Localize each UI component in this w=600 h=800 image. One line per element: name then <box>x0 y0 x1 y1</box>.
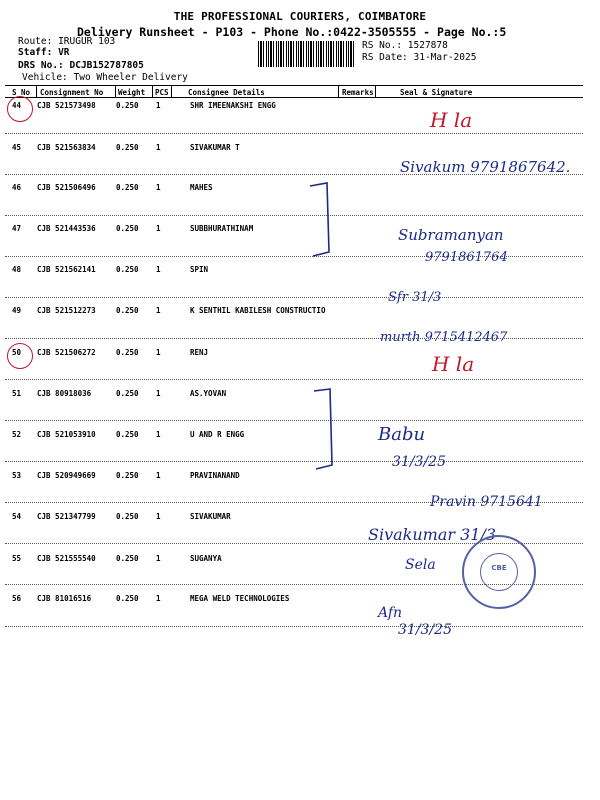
cell-sno: 56 <box>12 594 22 603</box>
row-separator <box>5 626 583 627</box>
cell-weight: 0.250 <box>116 554 139 563</box>
cell-pcs: 1 <box>156 389 161 398</box>
cell-consignee: SIVAKUMAR <box>190 512 231 521</box>
col-header-consignment: Consignment No <box>40 88 104 97</box>
drs-value: DCJB152787805 <box>69 60 144 71</box>
rs-no-label: RS No.: <box>362 40 403 51</box>
cell-weight: 0.250 <box>116 594 139 603</box>
bracket-mark <box>305 180 335 260</box>
col-divider <box>338 85 339 98</box>
cell-pcs: 1 <box>156 101 161 110</box>
cell-consignee: SUBBHURATHINAM <box>190 224 254 233</box>
cell-weight: 0.250 <box>116 512 139 521</box>
cell-consignment: CJB 81016516 <box>37 594 92 603</box>
cell-consignee: K SENTHIL KABILESH CONSTRUCTIO <box>190 306 326 315</box>
cell-pcs: 1 <box>156 265 161 274</box>
signature: Afn <box>378 605 403 621</box>
col-header-seal: Seal & Signature <box>400 88 473 97</box>
cell-sno: 54 <box>12 512 22 521</box>
cell-consignee: MEGA WELD TECHNOLOGIES <box>190 594 290 603</box>
signature: Babu <box>378 424 426 445</box>
cell-consignee: U AND R ENGG <box>190 430 245 439</box>
drs-line <box>18 60 144 71</box>
vehicle-value: Two Wheeler Delivery <box>73 72 188 83</box>
cell-pcs: 1 <box>156 348 161 357</box>
cell-pcs: 1 <box>156 224 161 233</box>
company-title: THE PROFESSIONAL COURIERS, COIMBATORE <box>173 10 427 23</box>
red-circle-mark <box>7 96 33 122</box>
cell-consignment: CJB 521573498 <box>37 101 96 110</box>
cell-weight: 0.250 <box>116 224 139 233</box>
cell-pcs: 1 <box>156 554 161 563</box>
rs-no-line <box>362 40 448 51</box>
rubber-stamp <box>462 535 536 609</box>
cell-sno: 44 <box>12 101 22 110</box>
cell-sno: 51 <box>12 389 22 398</box>
vehicle-label: Vehicle: <box>22 72 68 83</box>
cell-consignment: CJB 521555540 <box>37 554 96 563</box>
col-header-pcs: PCS <box>155 88 169 97</box>
cell-consignee: AS.YOVAN <box>190 389 227 398</box>
staff-line <box>18 47 70 58</box>
signature: murth 9715412467 <box>380 330 508 345</box>
rs-date-line <box>362 52 476 63</box>
staff-label: Staff: <box>18 47 53 58</box>
cell-weight: 0.250 <box>116 389 139 398</box>
route-value: IRUGUR 103 <box>58 36 116 47</box>
rs-no-value: 1527878 <box>407 40 448 51</box>
row-separator <box>5 215 583 216</box>
cell-pcs: 1 <box>156 143 161 152</box>
cell-consignee: RENJ <box>190 348 209 357</box>
bracket-mark <box>310 385 340 475</box>
cell-consignee: SUGANYA <box>190 554 222 563</box>
signature: Subramanyan <box>398 226 504 244</box>
cell-sno: 52 <box>12 430 22 439</box>
cell-weight: 0.250 <box>116 348 139 357</box>
signature: Sivakumar 31/3 <box>368 525 497 544</box>
col-header-remarks: Remarks <box>342 88 374 97</box>
cell-consignee: PRAVINANAND <box>190 471 240 480</box>
cell-sno: 50 <box>12 348 22 357</box>
col-header-weight: Weight <box>118 88 146 97</box>
staff-value: VR <box>58 47 70 58</box>
route-label: Route: <box>18 36 53 47</box>
cell-consignment: CJB 521506272 <box>37 348 96 357</box>
cell-consignee: SPIN <box>190 265 209 274</box>
col-divider <box>36 85 37 98</box>
barcode <box>258 41 354 67</box>
signature: Sela <box>405 557 436 573</box>
cell-weight: 0.250 <box>116 306 139 315</box>
cell-sno: 55 <box>12 554 22 563</box>
runsheet-subtitle: Delivery Runsheet - P103 - Phone No.:0422-3505555 - Page No.:5 <box>77 25 507 39</box>
table-top-rule <box>5 85 583 86</box>
col-divider <box>115 85 116 98</box>
cell-sno: 46 <box>12 183 22 192</box>
cell-consignee: SIVAKUMAR T <box>190 143 240 152</box>
handwritten-note: H la <box>430 108 473 132</box>
signature: Pravin 9715641 <box>430 494 543 510</box>
cell-consignment: CJB 521512273 <box>37 306 96 315</box>
cell-consignment: CJB 521347799 <box>37 512 96 521</box>
handwritten-date: 31/3/25 <box>398 622 452 638</box>
row-separator <box>5 297 583 298</box>
cell-pcs: 1 <box>156 306 161 315</box>
drs-label: DRS No.: <box>18 60 64 71</box>
row-separator <box>5 461 583 462</box>
cell-consignment: CJB 80918036 <box>37 389 92 398</box>
cell-weight: 0.250 <box>116 265 139 274</box>
cell-sno: 48 <box>12 265 22 274</box>
cell-consignment: CJB 520949669 <box>37 471 96 480</box>
cell-consignment: CJB 521053910 <box>37 430 96 439</box>
row-separator <box>5 133 583 134</box>
cell-pcs: 1 <box>156 430 161 439</box>
cell-consignment: CJB 521443536 <box>37 224 96 233</box>
table-header-rule <box>5 97 583 98</box>
cell-weight: 0.250 <box>116 101 139 110</box>
cell-sno: 47 <box>12 224 22 233</box>
cell-consignment: CJB 521562141 <box>37 265 96 274</box>
stamp-text: CBE <box>491 564 507 572</box>
route-line <box>18 36 115 47</box>
cell-consignee: MAHES <box>190 183 213 192</box>
cell-pcs: 1 <box>156 471 161 480</box>
handwritten-note: H la <box>432 352 475 376</box>
signature: Sfr 31/3 <box>388 290 442 305</box>
cell-weight: 0.250 <box>116 471 139 480</box>
cell-sno: 45 <box>12 143 22 152</box>
cell-weight: 0.250 <box>116 430 139 439</box>
cell-weight: 0.250 <box>116 183 139 192</box>
cell-pcs: 1 <box>156 183 161 192</box>
cell-sno: 53 <box>12 471 22 480</box>
rs-date-label: RS Date: <box>362 52 408 63</box>
handwritten-phone: 9791861764 <box>425 250 508 265</box>
cell-sno: 49 <box>12 306 22 315</box>
row-separator <box>5 379 583 380</box>
cell-pcs: 1 <box>156 512 161 521</box>
col-header-sno: S No <box>12 88 31 97</box>
handwritten-date: 31/3/25 <box>392 454 446 470</box>
vehicle-line <box>22 72 188 83</box>
cell-consignee: SHR IMEENAKSHI ENGG <box>190 101 276 110</box>
cell-pcs: 1 <box>156 594 161 603</box>
cell-consignment: CJB 521506496 <box>37 183 96 192</box>
cell-consignment: CJB 521563834 <box>37 143 96 152</box>
col-divider <box>152 85 153 98</box>
row-separator <box>5 420 583 421</box>
signature: Sivakum 9791867642. <box>400 158 571 176</box>
red-circle-mark <box>7 343 33 369</box>
col-divider <box>171 85 172 98</box>
col-header-consignee: Consignee Details <box>188 88 265 97</box>
stamp-inner-ring <box>480 553 518 591</box>
cell-weight: 0.250 <box>116 143 139 152</box>
col-divider <box>375 85 376 98</box>
rs-date-value: 31-Mar-2025 <box>413 52 477 63</box>
